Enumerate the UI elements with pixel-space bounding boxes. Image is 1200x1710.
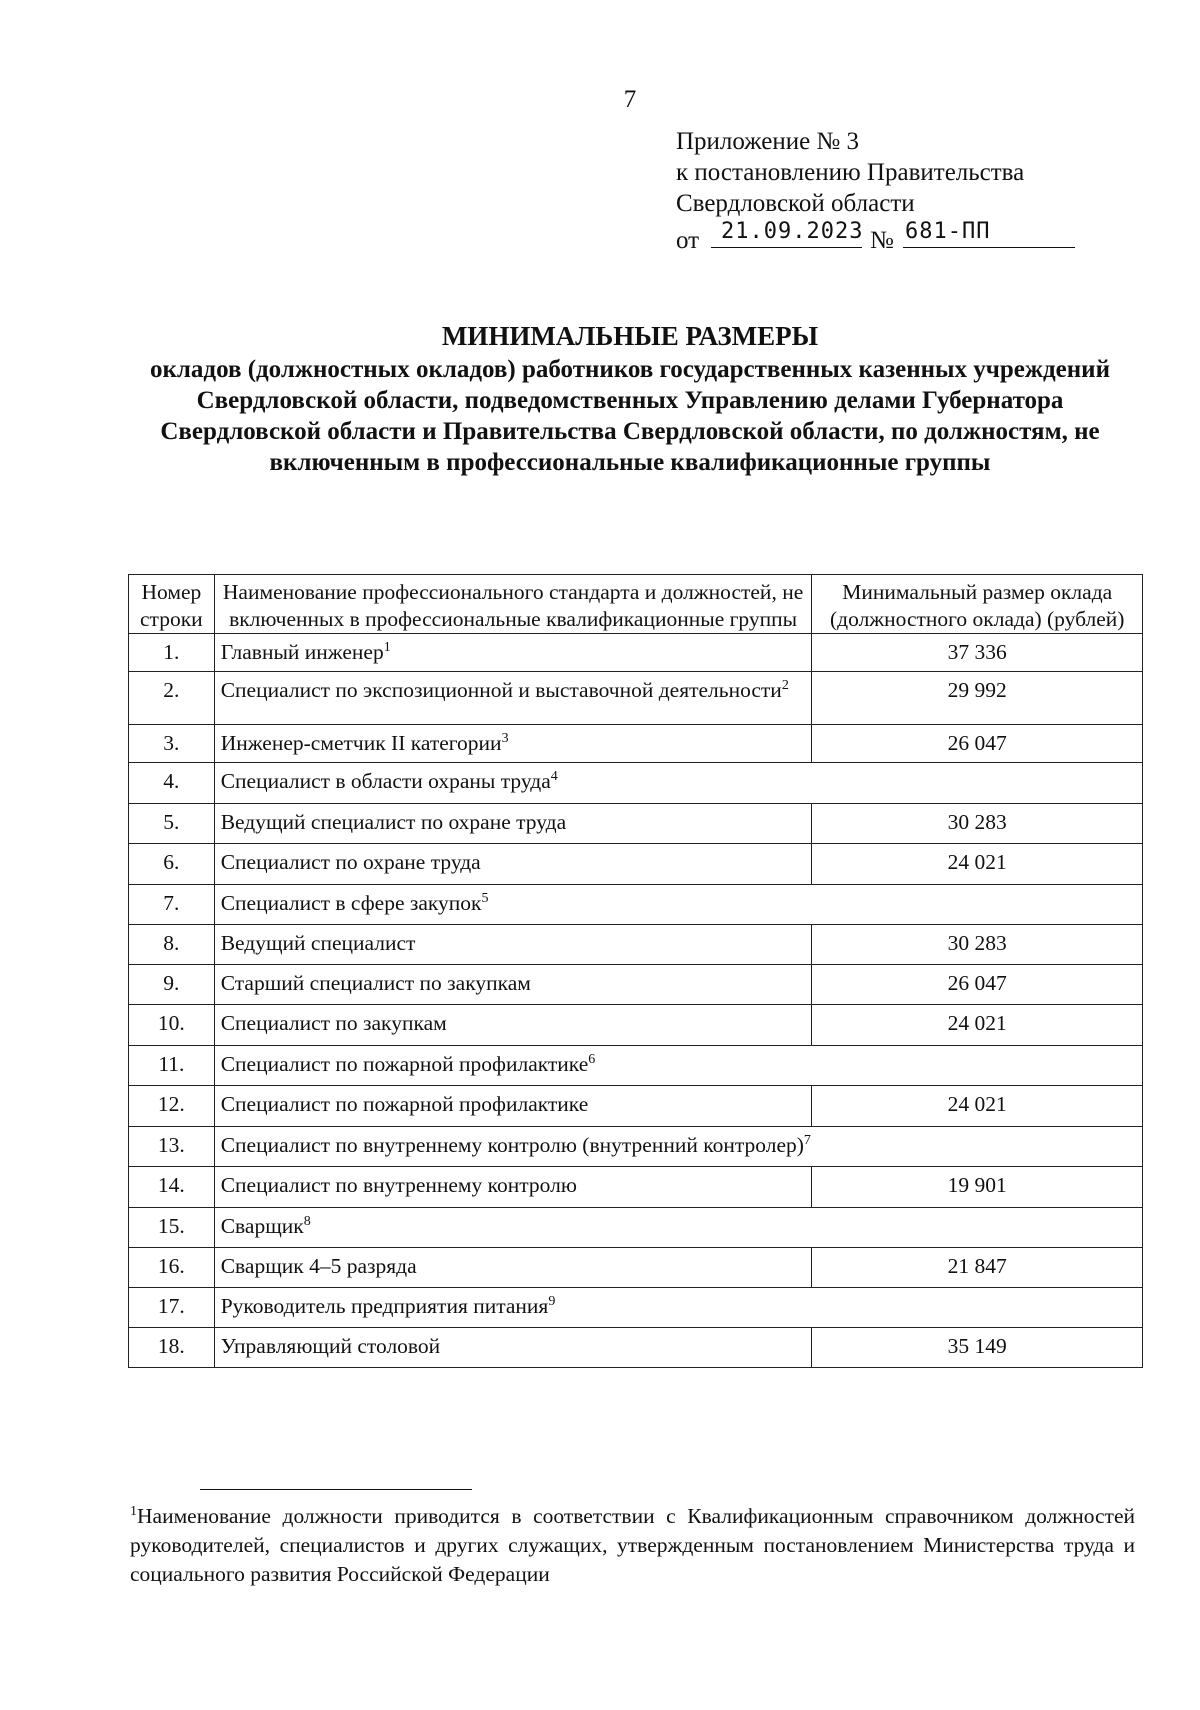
row-number: 7. (129, 885, 215, 925)
row-salary: 35 149 (812, 1328, 1143, 1368)
row-number: 1. (129, 634, 215, 672)
annex-title: Приложение № 3 (676, 128, 860, 155)
footnote-ref: 9 (548, 1293, 556, 1309)
row-position-name (214, 725, 812, 763)
row-number: 14. (129, 1167, 215, 1208)
row-position-name (214, 925, 812, 965)
footnote-ref: 1 (383, 639, 391, 655)
table-header-row (129, 575, 1143, 634)
table-row (129, 1005, 1143, 1046)
title-heading: МИНИМАЛЬНЫЕ РАЗМЕРЫ (441, 321, 819, 351)
footnote-text: Наименование должности приводится в соответствии с Квалификационным справочником должностей руководителей, специалистов и других служащих, утвержденным постановлением Министерства труда и социального развития Российской Федерации (130, 1504, 1135, 1587)
row-position-name (214, 1005, 812, 1046)
table-row (129, 1288, 1143, 1328)
table-row (129, 1208, 1143, 1248)
row-position-name (214, 763, 1142, 804)
position-name-text: Ведущий специалист (220, 931, 416, 955)
row-number: 9. (129, 965, 215, 1005)
row-number: 4. (129, 763, 215, 804)
footnote-ref: 6 (588, 1051, 596, 1067)
row-number: 15. (129, 1208, 215, 1248)
table-row (129, 885, 1143, 925)
position-name-text: Сварщик (220, 1214, 304, 1238)
position-name-text: Специалист по экспозиционной и выставочной деятельности (220, 678, 782, 702)
annex-number-label: № (870, 227, 894, 254)
row-salary: 24 021 (812, 844, 1143, 885)
row-salary: 26 047 (812, 725, 1143, 763)
table-row (129, 672, 1143, 725)
annex-from-label: от (676, 227, 700, 254)
position-name-text: Старший специалист по закупкам (220, 971, 531, 995)
row-number: 3. (129, 725, 215, 763)
row-number: 10. (129, 1005, 215, 1046)
annex-date-line (676, 219, 1024, 253)
table-row (129, 1248, 1143, 1288)
annex-region: Свердловской области (676, 190, 915, 217)
row-salary: 37 336 (812, 634, 1143, 672)
row-position-name (214, 672, 812, 725)
row-salary: 24 021 (812, 1086, 1143, 1127)
row-position-name (214, 1086, 812, 1127)
salary-table (128, 574, 1143, 1368)
footnote (130, 1497, 1135, 1589)
row-salary: 29 992 (812, 672, 1143, 725)
row-salary: 24 021 (812, 1005, 1143, 1046)
table-row (129, 725, 1143, 763)
position-name-text: Специалист в области охраны труда (220, 769, 551, 793)
table-row (129, 844, 1143, 885)
position-name-text: Специалист по охране труда (220, 850, 481, 874)
table-row (129, 763, 1143, 804)
row-number: 6. (129, 844, 215, 885)
row-position-name (214, 844, 812, 885)
position-name-text: Управляющий столовой (220, 1334, 441, 1358)
row-number: 12. (129, 1086, 215, 1127)
table-row (129, 1086, 1143, 1127)
position-name-text: Главный инженер (220, 640, 384, 664)
row-position-name (214, 1328, 812, 1368)
row-number: 18. (129, 1328, 215, 1368)
row-position-name (214, 1208, 1142, 1248)
position-name-text: Специалист по пожарной профилактике (220, 1052, 589, 1076)
row-salary: 26 047 (812, 965, 1143, 1005)
footnote-ref: 4 (550, 768, 558, 784)
row-position-name (214, 1248, 812, 1288)
footnote-ref: 7 (803, 1132, 811, 1148)
footnote-divider (200, 1489, 472, 1490)
row-salary: 21 847 (812, 1248, 1143, 1288)
annex-date: 21.09.2023 (711, 216, 862, 248)
annex-block (676, 126, 1024, 253)
table-row (129, 1167, 1143, 1208)
table-row (129, 965, 1143, 1005)
annex-number: 681-ПП (903, 216, 1075, 248)
row-salary: 19 901 (812, 1167, 1143, 1208)
position-name-text: Специалист в сфере закупок (220, 891, 482, 915)
table-row (129, 1046, 1143, 1086)
table-body (129, 634, 1143, 1368)
position-name-text: Руководитель предприятия питания (220, 1294, 549, 1318)
row-position-name (214, 885, 1142, 925)
annex-resolution: к постановлению Правительства (676, 159, 1025, 186)
row-position-name (214, 1167, 812, 1208)
title-subtitle: окладов (должностных окладов) работников государственных казенных учреждений Свердловской области, подведомственных Управлению делами Губернатора Свердловской области и Правительства Свердловской области, по должностям, не включенным в профессиональные квалификационные группы (150, 356, 1110, 476)
position-name-text: Специалист по внутреннему контролю (внутренний контролер) (220, 1133, 804, 1157)
header-name: Наименование профессионального стандарта и должностей, не включенных в профессиональные квалификационные группы (214, 575, 812, 634)
row-position-name (214, 1288, 1142, 1328)
row-position-name (214, 965, 812, 1005)
position-name-text: Специалист по пожарной профилактике (220, 1092, 589, 1116)
footnote-ref: 8 (303, 1213, 311, 1229)
row-number: 11. (129, 1046, 215, 1086)
row-position-name (214, 634, 812, 672)
footnote-ref: 2 (781, 677, 789, 693)
footnote-ref: 5 (481, 890, 489, 906)
position-name-text: Специалист по закупкам (220, 1011, 447, 1035)
row-number: 16. (129, 1248, 215, 1288)
footnote-ref: 3 (501, 730, 509, 746)
row-position-name (214, 1127, 1142, 1167)
position-name-text: Сварщик 4–5 разряда (220, 1254, 417, 1278)
row-position-name (214, 804, 812, 844)
position-name-text: Ведущий специалист по охране труда (220, 810, 567, 834)
document-title (130, 318, 1130, 478)
row-number: 17. (129, 1288, 215, 1328)
table-row (129, 1328, 1143, 1368)
table-row (129, 634, 1143, 672)
position-name-text: Инженер-сметчик II категории (220, 731, 502, 755)
row-number: 8. (129, 925, 215, 965)
table-row (129, 804, 1143, 844)
position-name-text: Специалист по внутреннему контролю (220, 1173, 577, 1197)
page-number: 7 (623, 86, 637, 113)
table-row (129, 925, 1143, 965)
row-position-name (214, 1046, 1142, 1086)
header-num: Номер строки (129, 575, 215, 634)
row-number: 13. (129, 1127, 215, 1167)
footnote-marker: 1 (130, 1504, 137, 1519)
header-salary: Минимальный размер оклада (должностного оклада) (рублей) (812, 575, 1143, 634)
row-salary: 30 283 (812, 804, 1143, 844)
row-number: 2. (129, 672, 215, 725)
row-salary: 30 283 (812, 925, 1143, 965)
table-row (129, 1127, 1143, 1167)
row-number: 5. (129, 804, 215, 844)
